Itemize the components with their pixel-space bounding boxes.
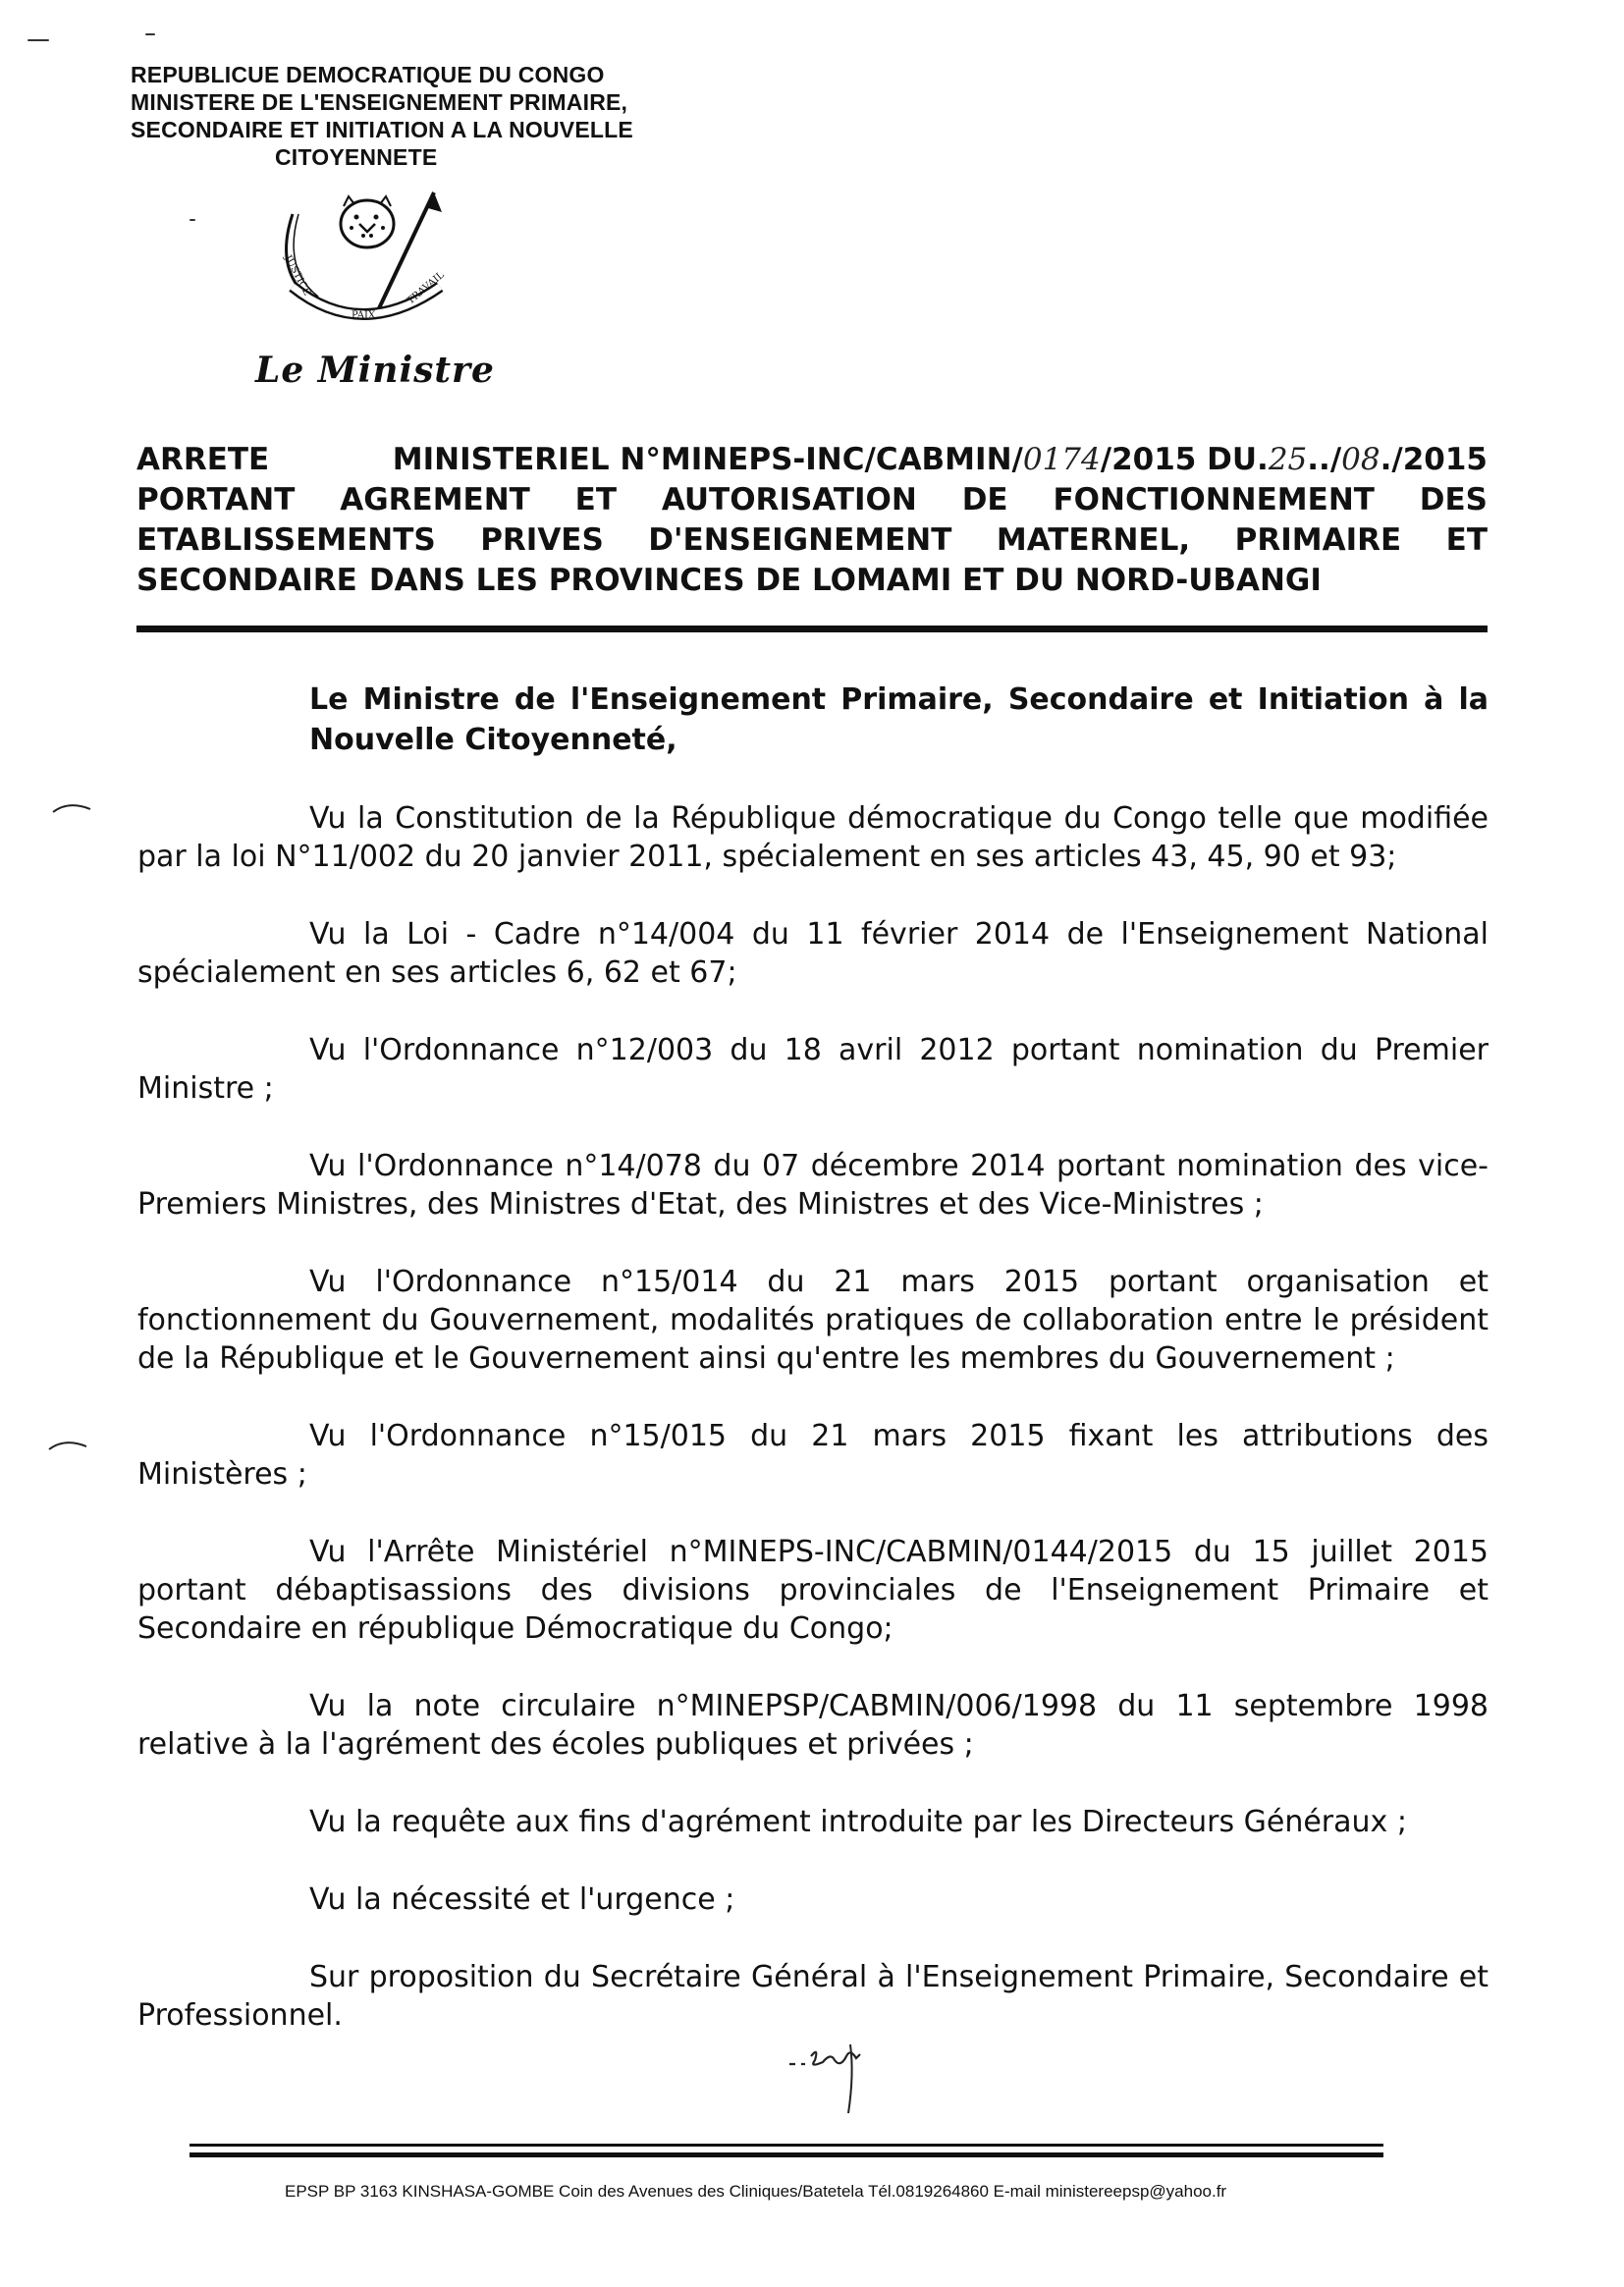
handwritten-number: 0174 bbox=[1022, 442, 1101, 477]
recital-paragraph: Vu l'Ordonnance n°15/014 du 21 mars 2015 portant organisation et fonctionnement du Gouvernement, modalités pratiques de collaboration entre le président de la République et le Gouvernement ainsi qu'entre les membres du Gouvernement ; bbox=[137, 1265, 1489, 1376]
scan-speck bbox=[145, 33, 155, 35]
title-word: AGREMENT bbox=[340, 482, 530, 517]
title-text: ../ bbox=[1307, 442, 1342, 477]
title-word: SECONDAIRE bbox=[136, 563, 357, 598]
title-word: ET bbox=[574, 482, 617, 517]
recital-paragraph: Vu l'Ordonnance n°12/003 du 18 avril 2012 portant nomination du Premier Ministre ; bbox=[137, 1033, 1489, 1106]
title-word: ET bbox=[1445, 522, 1488, 558]
recital-paragraph: Vu l'Ordonnance n°15/015 du 21 mars 2015 fixant les attributions des Ministères ; bbox=[137, 1419, 1489, 1492]
title-line-2 bbox=[136, 480, 1488, 520]
recital-paragraph: Sur proposition du Secrétaire Général à l'Enseignement Primaire, Secondaire et Professionnel. bbox=[137, 1960, 1489, 2033]
title-word: D'ENSEIGNEMENT bbox=[648, 522, 952, 558]
recital-paragraph: Vu la Constitution de la République démocratique du Congo telle que modifiée par la loi N°11/002 du 20 janvier 2011, spécialement en ses articles 43, 45, 90 et 93; bbox=[137, 801, 1489, 874]
recital-paragraph: Vu la requête aux fins d'agrément introduite par les Directeurs Généraux ; bbox=[309, 1805, 1407, 1839]
title-word: PRIVES bbox=[480, 522, 604, 558]
handwritten-initials bbox=[785, 2035, 893, 2133]
decree-title bbox=[136, 440, 1488, 601]
margin-mark bbox=[51, 800, 92, 814]
margin-mark bbox=[47, 1438, 88, 1451]
scan-speck bbox=[189, 219, 195, 221]
title-word: AUTORISATION bbox=[661, 482, 917, 517]
letterhead-ministry: MINISTERE DE L'ENSEIGNEMENT PRIMAIRE, bbox=[131, 89, 628, 115]
coat-of-arms-emblem bbox=[253, 185, 475, 334]
decree-body bbox=[137, 680, 1489, 2074]
recital-paragraph: Vu la note circulaire n°MINEPSP/CABMIN/006/1998 du 11 septembre 1998 relative à la l'agrément des écoles publiques et privées ; bbox=[137, 1689, 1489, 1762]
title-line-1 bbox=[136, 440, 1488, 480]
title-text: ./2015 bbox=[1380, 442, 1488, 477]
recital-paragraph: Vu la nécessité et l'urgence ; bbox=[309, 1882, 735, 1917]
title-segment bbox=[393, 440, 1488, 480]
recital-paragraph: Vu l'Arrête Ministériel n°MINEPS-INC/CABMIN/0144/2015 du 15 juillet 2015 portant débaptisassions des divisions provinciales de l'Enseignement Primaire et Secondaire en république Démocratique du Congo; bbox=[137, 1535, 1489, 1646]
title-divider bbox=[136, 626, 1488, 632]
title-word: FONCTIONNEMENT bbox=[1053, 482, 1375, 517]
title-word: PRIMAIRE bbox=[1234, 522, 1402, 558]
title-word: ARRETE bbox=[136, 442, 270, 477]
title-word: DES bbox=[1419, 482, 1488, 517]
letterhead-country: REPUBLICUE DEMOCRATIQUE DU CONGO bbox=[131, 62, 605, 87]
footer-contact: EPSP BP 3163 KINSHASA-GOMBE Coin des Avenues des Cliniques/Batetela Tél.0819264860 E-mail ministereepsp@yahoo.fr bbox=[285, 2182, 1227, 2201]
title-word: DANS LES PROVINCES DE LOMAMI ET DU NORD-UBANGI bbox=[368, 563, 1322, 598]
ribbon-text-center: PAIX bbox=[352, 310, 376, 321]
title-word: MATERNEL, bbox=[996, 522, 1191, 558]
ribbon-text-left: JUSTICE bbox=[282, 253, 313, 299]
title-word: DE bbox=[961, 482, 1008, 517]
scan-speck bbox=[27, 39, 49, 41]
footer-divider-thick bbox=[189, 2152, 1383, 2157]
ribbon-text-right: TRAVAIL bbox=[405, 269, 447, 307]
footer-divider bbox=[189, 2144, 1383, 2147]
title-text: MINISTERIEL N°MINEPS-INC/CABMIN/ bbox=[392, 442, 1023, 477]
title-word: ETABLISSEMENTS bbox=[136, 522, 436, 558]
letterhead-ministry-cont: SECONDAIRE ET INITIATION A LA NOUVELLE bbox=[131, 117, 633, 142]
handwritten-day: 25 bbox=[1268, 442, 1308, 477]
ministre-signature-title: Le Ministre bbox=[255, 350, 495, 391]
handwritten-month: 08 bbox=[1341, 442, 1380, 477]
title-line-3 bbox=[136, 520, 1488, 561]
recital-paragraph: Vu la Loi - Cadre n°14/004 du 11 février 2014 de l'Enseignement National spécialement en ses articles 6, 62 et 67; bbox=[137, 917, 1489, 990]
letterhead-ministry-end: CITOYENNETE bbox=[275, 144, 438, 170]
title-word: PORTANT bbox=[136, 482, 296, 517]
title-line-4 bbox=[136, 561, 1488, 601]
minister-heading: Le Ministre de l'Enseignement Primaire, Secondaire et Initiation à la Nouvelle Citoyenneté, bbox=[309, 682, 1489, 757]
title-text: /2015 DU. bbox=[1100, 442, 1269, 477]
recital-paragraph: Vu l'Ordonnance n°14/078 du 07 décembre 2014 portant nomination des vice-Premiers Ministres, des Ministres d'Etat, des Ministres et des Vice-Ministres ; bbox=[137, 1149, 1489, 1222]
letterhead bbox=[131, 61, 710, 171]
